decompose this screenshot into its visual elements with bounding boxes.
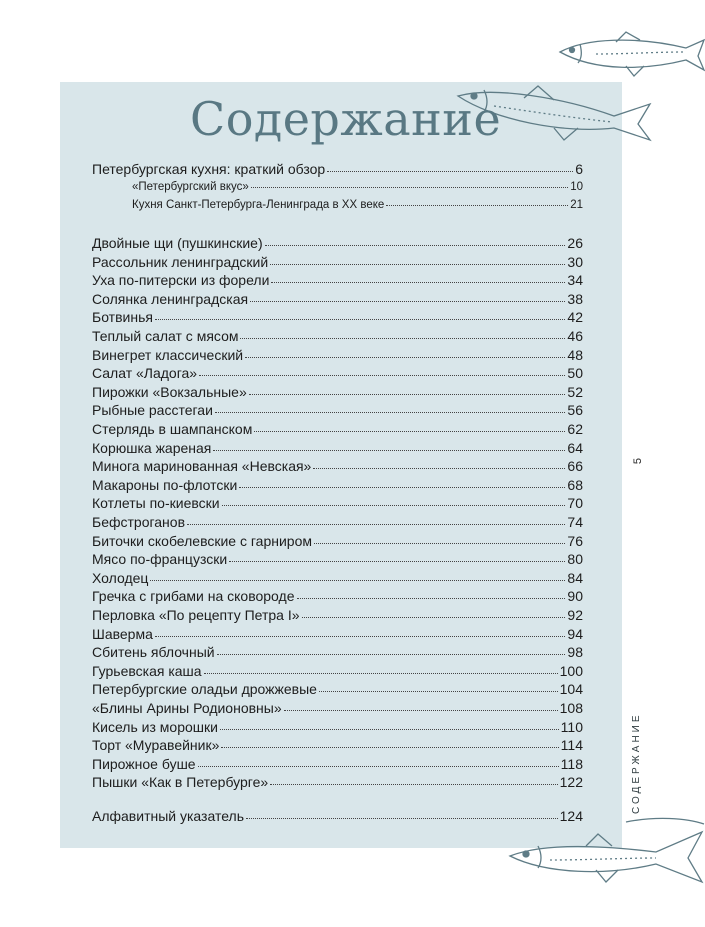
toc-entry — [92, 291, 583, 309]
dot-leader — [187, 524, 565, 525]
toc-entry-title: Пирожное буше — [92, 755, 196, 772]
toc-entry-title: Рыбные расстегаи — [92, 402, 213, 419]
dot-leader — [297, 598, 566, 599]
toc-entry — [92, 700, 583, 718]
toc-entry-page: 114 — [560, 737, 583, 754]
toc-entry — [92, 272, 583, 290]
toc-entry-title: Сбитень яблочный — [92, 644, 215, 661]
toc-entry-title: Алфавитный указатель — [92, 808, 244, 824]
toc-entry-title: Гречка с грибами на сковороде — [92, 588, 295, 605]
toc-entry-title: Корюшка жареная — [92, 439, 212, 456]
dot-leader — [150, 580, 565, 581]
dot-leader — [204, 673, 558, 674]
toc-entry — [92, 384, 583, 402]
toc-entry-title: Котлеты по-киевски — [92, 495, 220, 512]
dot-leader — [302, 617, 566, 618]
toc-entry-title: Петербургская кухня: краткий обзор — [92, 161, 326, 177]
toc-entry-title: Солянка ленинградская — [92, 290, 249, 307]
toc-entry-page: 6 — [575, 161, 583, 177]
toc-entry-page: 70 — [567, 495, 583, 512]
toc-entry-page: 124 — [559, 808, 583, 824]
toc-entry — [92, 774, 583, 792]
dot-leader — [229, 561, 565, 562]
toc-entry-title: Шаверма — [92, 625, 153, 642]
toc-subentry — [132, 199, 583, 217]
dot-leader — [240, 338, 565, 339]
toc-entry-title: Гурьевская каша — [92, 662, 202, 679]
toc-entry-page: 68 — [567, 476, 583, 493]
toc-entry — [92, 495, 583, 513]
toc-entry-title: Биточки скобелевские с гарниром — [92, 532, 312, 549]
toc-entry-page: 48 — [567, 346, 583, 363]
toc-entry — [92, 551, 583, 569]
toc-entry-title: Рассольник ленинградский — [92, 253, 269, 270]
dot-leader — [220, 729, 559, 730]
dot-leader — [249, 394, 566, 395]
toc-entry-title: Пышки «Как в Петербурге» — [92, 774, 269, 791]
toc-entry-title: Теплый салат с мясом — [92, 328, 239, 344]
dot-leader — [246, 818, 558, 819]
toc-subentry — [132, 181, 583, 199]
toc-entry — [92, 477, 583, 495]
toc-entry-title: Кисель из морошки — [92, 718, 218, 735]
toc-entry-page: 38 — [567, 290, 583, 307]
toc-entry — [92, 161, 583, 179]
toc-entry-page: 30 — [567, 253, 583, 270]
dot-leader — [239, 487, 565, 488]
toc-entry — [92, 607, 583, 625]
toc-entry-page: 98 — [567, 644, 583, 661]
toc-entry — [92, 644, 583, 662]
dot-leader — [222, 505, 566, 506]
toc-entry-page: 104 — [559, 681, 583, 698]
toc-entry — [92, 719, 583, 737]
toc-entry-page: 64 — [567, 439, 583, 456]
toc-entry-page: 92 — [567, 607, 583, 623]
toc-entry-page: 52 — [567, 383, 583, 400]
toc-entry — [92, 626, 583, 644]
dot-leader — [314, 543, 565, 544]
dot-leader — [265, 245, 566, 246]
toc-entry-page: 90 — [567, 588, 583, 605]
toc-entry-page: 50 — [567, 365, 583, 382]
dot-leader — [319, 691, 558, 692]
toc-entry — [92, 402, 583, 420]
toc-entry-page: 10 — [570, 181, 583, 193]
dot-leader — [155, 319, 565, 320]
section-side-label: СОДЕРЖАНИЕ — [631, 712, 642, 814]
toc-entry-page: 46 — [567, 328, 583, 344]
toc-entry-page: 110 — [560, 718, 583, 735]
toc-entry-page: 62 — [567, 421, 583, 437]
toc-entry — [92, 514, 583, 532]
dot-leader — [213, 450, 565, 451]
toc-entry — [92, 309, 583, 327]
dot-leader — [270, 784, 557, 785]
toc-entry — [92, 570, 583, 588]
toc-entry — [92, 421, 583, 439]
toc-entry-page: 100 — [559, 662, 583, 679]
toc-entry — [92, 756, 583, 774]
toc-entry-title: Стерлядь в шампанском — [92, 421, 253, 437]
dot-leader — [386, 205, 568, 206]
dot-leader — [251, 187, 568, 188]
dot-leader — [254, 431, 565, 432]
toc-entry — [92, 681, 583, 699]
dot-leader — [284, 710, 558, 711]
toc-entry-title: Пирожки «Вокзальные» — [92, 383, 247, 400]
toc-entry — [92, 440, 583, 458]
toc-entry-page: 76 — [567, 532, 583, 549]
toc-entry — [92, 588, 583, 606]
toc-entry-page: 26 — [567, 235, 583, 251]
toc-entry-title: Перловка «По рецепту Петра I» — [92, 607, 300, 623]
dot-leader — [313, 468, 565, 469]
toc-entry-title: «Петербургский вкус» — [132, 181, 249, 193]
dot-leader — [155, 636, 566, 637]
toc-entry-page: 34 — [567, 272, 583, 289]
toc-entry — [92, 458, 583, 476]
toc-entry — [92, 235, 583, 253]
toc-entry-title: Макароны по-флотски — [92, 476, 238, 493]
toc-entry-title: Уха по-питерски из форели — [92, 272, 270, 289]
dot-leader — [217, 654, 566, 655]
toc-entry-title: Торт «Муравейник» — [92, 737, 220, 754]
dot-leader — [327, 171, 573, 172]
toc-entry-title: «Блины Арины Родионовны» — [92, 700, 282, 716]
dot-leader — [250, 301, 565, 302]
toc-entry-page: 80 — [567, 551, 583, 568]
toc-entry-title: Бефстроганов — [92, 514, 186, 530]
dot-leader — [270, 264, 565, 265]
page-number: 5 — [632, 458, 644, 465]
dot-leader — [271, 282, 565, 283]
toc-entry-title: Двойные щи (пушкинские) — [92, 235, 263, 251]
toc-entry — [92, 328, 583, 346]
toc-entry-title: Салат «Ладога» — [92, 365, 198, 382]
toc-entry-page: 84 — [567, 569, 583, 586]
toc-entry — [92, 737, 583, 755]
toc-entry-title: Холодец — [92, 569, 149, 586]
toc-entry — [92, 365, 583, 383]
toc-entry-title: Ботвинья — [92, 309, 153, 326]
toc-entry-page: 122 — [559, 774, 583, 791]
toc-entry-page: 66 — [567, 458, 583, 475]
toc-entry — [92, 254, 583, 272]
toc-entry-title: Мясо по-французски — [92, 551, 228, 568]
page-title: Содержание — [190, 92, 502, 146]
toc-entry — [92, 808, 583, 826]
toc-entry-page: 42 — [567, 309, 583, 326]
toc-entry-title: Кухня Санкт-Петербурга-Ленинграда в XX веке — [132, 199, 385, 211]
toc-entry-title: Петербургские оладьи дрожжевые — [92, 681, 317, 698]
dot-leader — [221, 747, 558, 748]
toc-entry — [92, 347, 583, 365]
toc-entry-page: 118 — [560, 755, 583, 772]
toc-entry-page: 94 — [567, 625, 583, 642]
toc-entry-page: 74 — [567, 514, 583, 530]
dot-leader — [245, 357, 565, 358]
toc-entry-title: Винегрет классический — [92, 346, 244, 363]
toc-entry-page: 21 — [570, 199, 583, 211]
toc-entry-title: Минога маринованная «Невская» — [92, 458, 312, 475]
dot-leader — [198, 766, 559, 767]
dot-leader — [215, 412, 566, 413]
toc-entry — [92, 533, 583, 551]
toc-entry-page: 56 — [567, 402, 583, 419]
dot-leader — [199, 375, 565, 376]
toc-entry-page: 108 — [559, 700, 583, 716]
toc-entry — [92, 663, 583, 681]
